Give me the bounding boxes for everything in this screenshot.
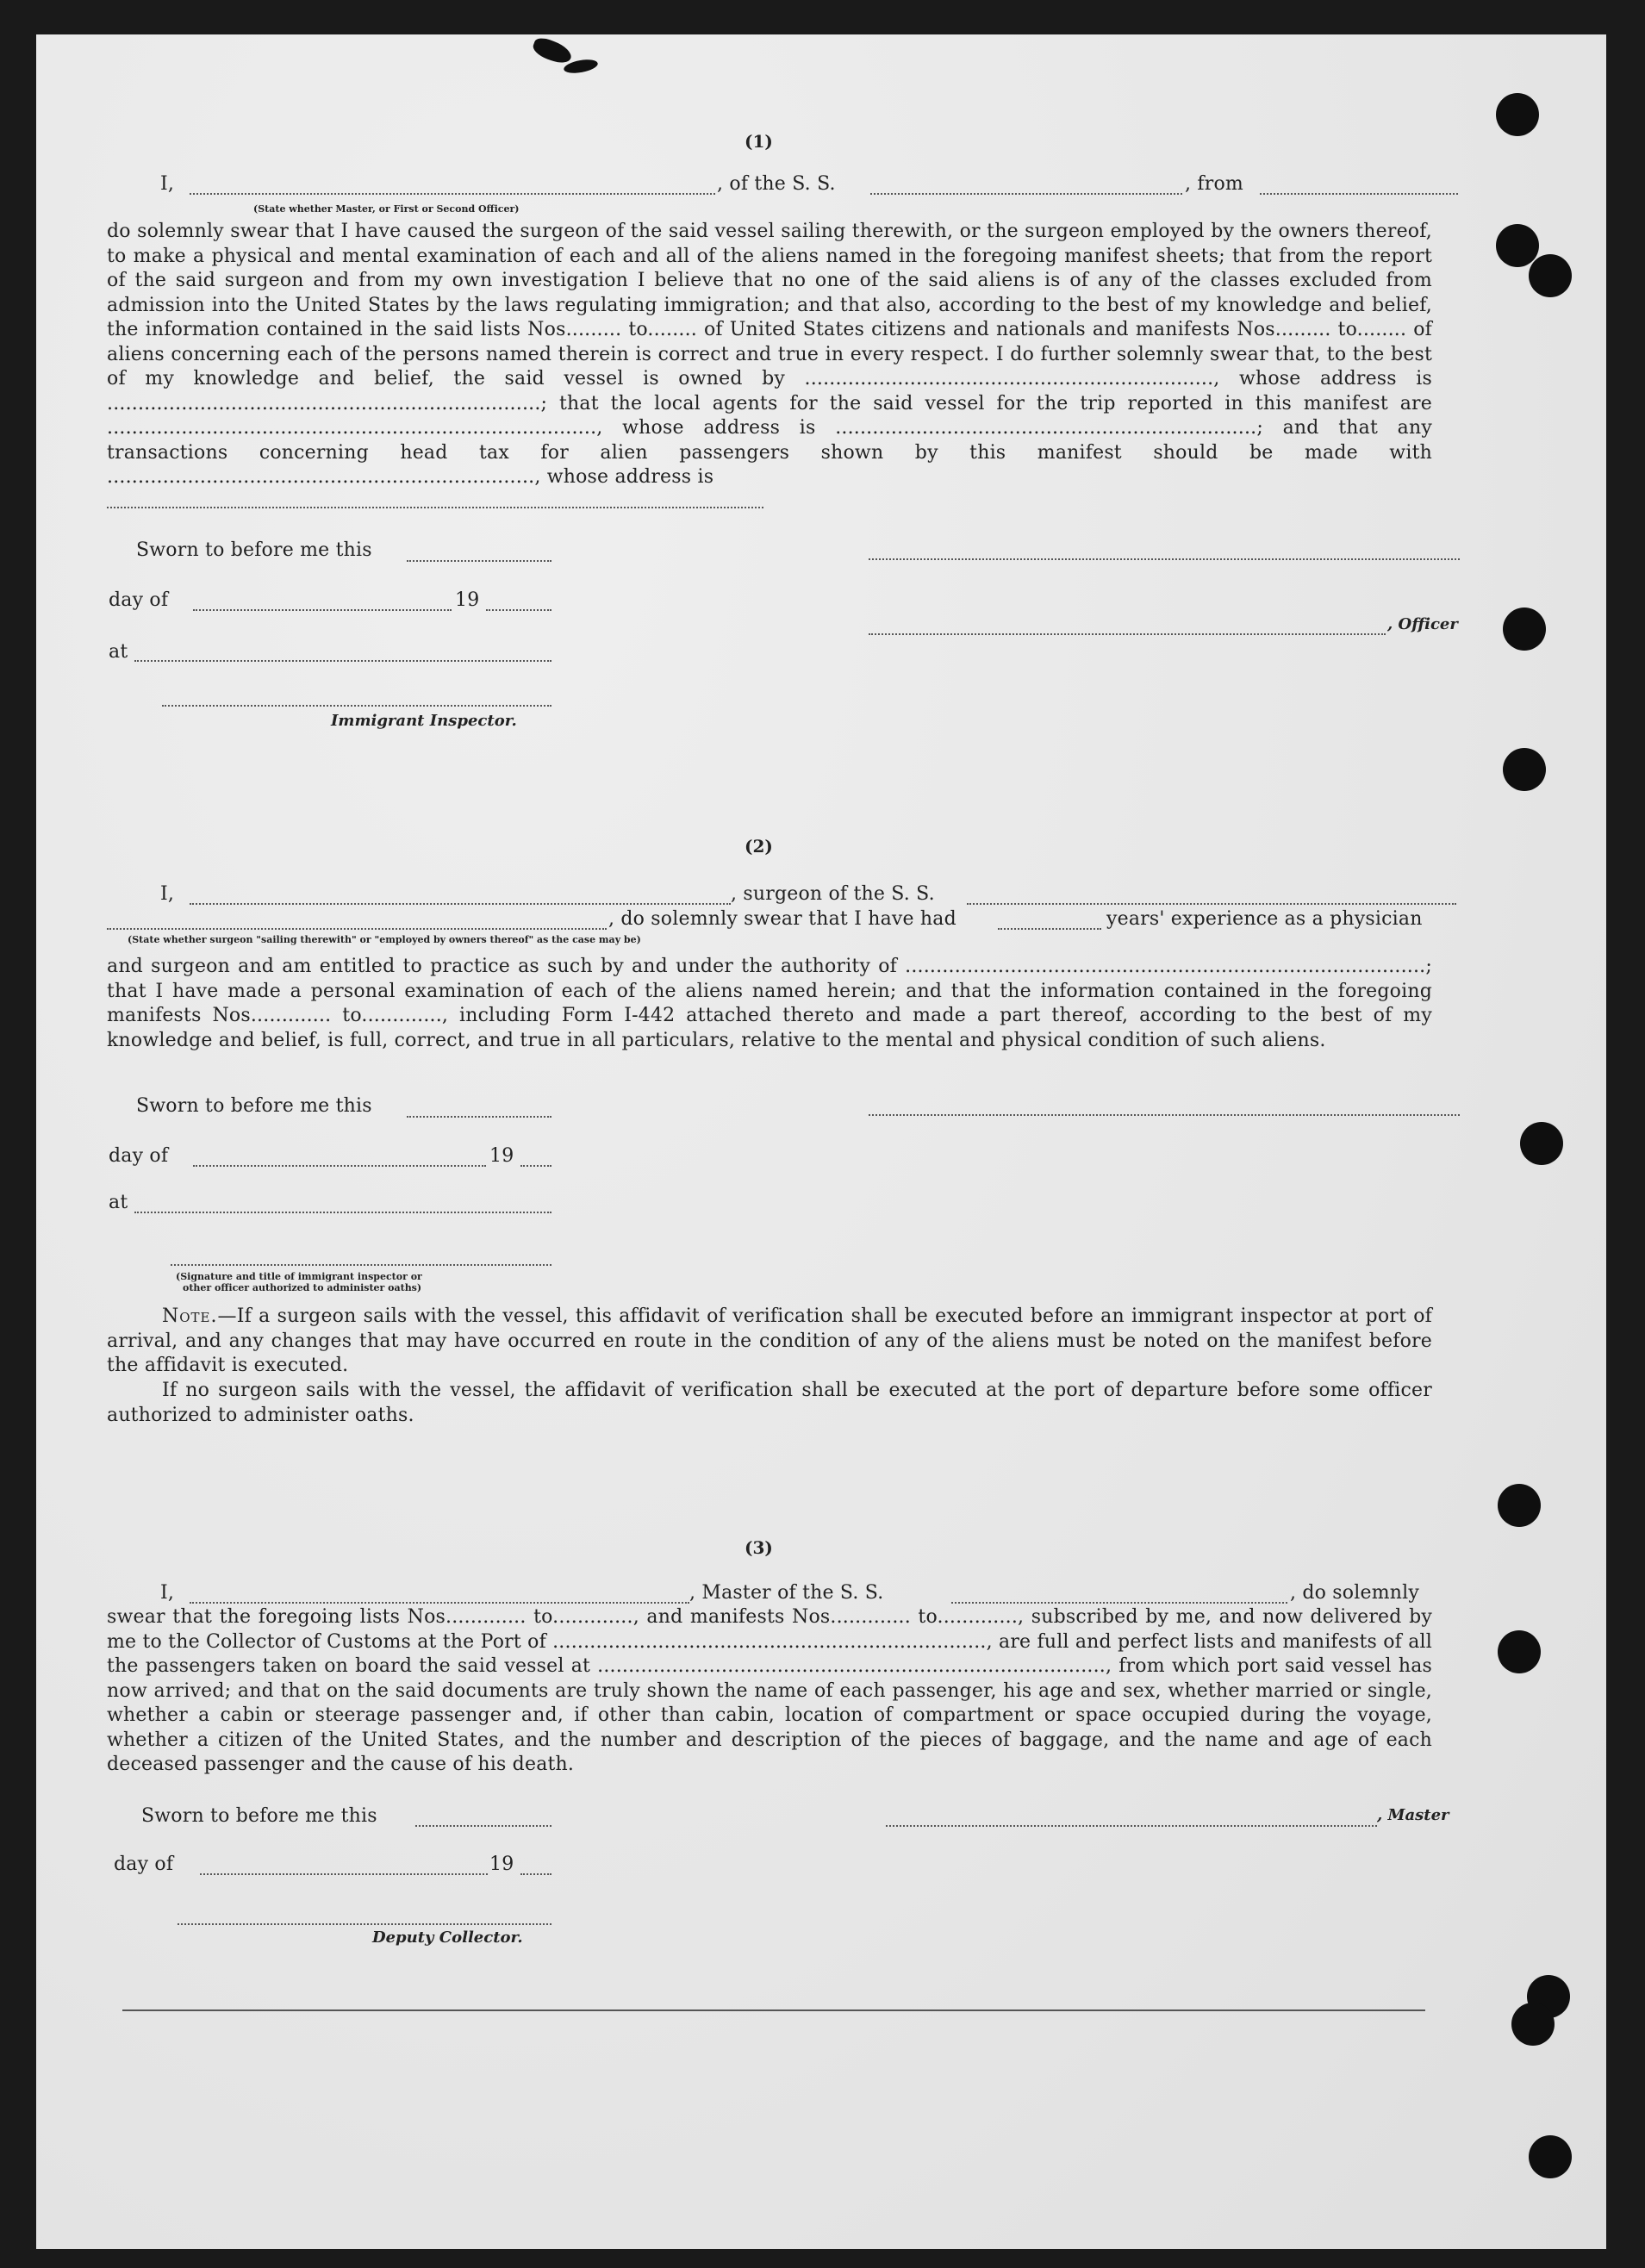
section-2-sworn-blank[interactable] <box>407 1116 551 1118</box>
section-1-from: , from <box>1185 173 1243 195</box>
punch-hole <box>1511 2003 1555 2046</box>
master-signature-blank[interactable] <box>886 1825 1377 1827</box>
punch-hole <box>1496 224 1539 267</box>
punch-hole <box>1503 608 1546 651</box>
surgeon-name-blank[interactable] <box>190 903 731 905</box>
manifest-affidavit-page <box>36 34 1606 2249</box>
master-name-blank[interactable] <box>190 193 715 195</box>
section-1-at-blank[interactable] <box>134 660 551 662</box>
section-3-i: I, <box>160 1582 175 1604</box>
section-2-surgeon-of-ss: , surgeon of the S. S. <box>731 883 935 905</box>
inspector-label: Immigrant Inspector. <box>331 712 517 730</box>
section-1-sworn: Sworn to before me this <box>136 539 372 561</box>
note-text: —If a surgeon sails with the vessel, this affidavit of verification shall be executed before an immigrant inspector at port of arrival, and any changes that may have occurred en route in the condition of any of the aliens must be noted on the manifest before the affidavit is executed. <box>107 1305 1432 1376</box>
section-3-master-name-blank[interactable] <box>190 1602 689 1604</box>
section-2-at-blank[interactable] <box>134 1212 551 1213</box>
officer-signature-blank[interactable] <box>869 633 1386 635</box>
section-3-ship-blank[interactable] <box>951 1602 1287 1604</box>
section-2-years-experience: years' experience as a physician <box>1106 908 1423 930</box>
section-2-officer-signature-blank[interactable] <box>171 1264 551 1266</box>
punch-hole <box>1520 1122 1563 1165</box>
bleed-through-text <box>174 129 186 153</box>
section-1-sworn-blank[interactable] <box>407 560 551 562</box>
section-1-year-blank[interactable] <box>486 609 551 611</box>
section-3-number: (3) <box>745 1537 773 1558</box>
section-3-sworn: Sworn to before me this <box>141 1805 377 1827</box>
surgeon-status-blank[interactable] <box>107 928 607 930</box>
section-3-sworn-blank[interactable] <box>415 1825 551 1827</box>
master-label: , Master <box>1377 1806 1449 1824</box>
note-label: Note. <box>162 1305 218 1327</box>
section-3-day-blank[interactable] <box>200 1873 488 1875</box>
years-experience-blank[interactable] <box>998 928 1101 930</box>
ship-name-blank[interactable] <box>870 193 1182 195</box>
note-paragraph <box>107 1305 1432 1379</box>
from-port-blank[interactable] <box>1260 193 1458 195</box>
note-2-paragraph: If no surgeon sails with the vessel, the affidavit of verification shall be executed at the port of departure before some officer authorized to administer oaths. <box>107 1380 1432 1426</box>
section-2-paragraph: and surgeon and am entitled to practice as such by and under the authority of ....................................................................................; that I have made a personal examination of each of the aliens named herein; and that the information contained in the foregoing manifests Nos............. to............., including Form I-442 attached thereto and made a part thereof, according to the best of my knowledge and belief, is full, correct, and true in all particulars, relative to the mental and physical condition of such aliens. <box>107 956 1432 1051</box>
section-3-do-solemnly: , do solemnly <box>1290 1582 1419 1604</box>
section-2-year-blank[interactable] <box>520 1165 551 1167</box>
section-1-day-of: day of <box>109 589 169 611</box>
punch-hole <box>1503 748 1546 791</box>
punch-hole <box>1498 1484 1541 1527</box>
signature-caption-2: other officer authorized to administer oaths) <box>183 1282 422 1293</box>
section-2-i: I, <box>160 883 175 905</box>
section-2-swear: , do solemnly swear that I have had <box>608 908 956 930</box>
bottom-rule <box>122 2009 1425 2011</box>
section-1-paragraph: do solemnly swear that I have caused the surgeon of the said vessel sailing therewith, or the surgeon employed by the owners thereof, to make a physical and mental examination of each and all of the aliens named in the foregoing manifest sheets; that from the report of the said surgeon and from my own investigation I believe that no one of the said aliens is of any of the classes excluded from admission into the United States by the laws regulating immigration; and that also, according to the best of my knowledge and belief, the information contained in the said lists Nos......... to........ of United States citizens and nationals and manifests Nos......... to........ of aliens concerning each of the persons named therein is correct and true in every respect. I do further solemnly swear that, to the best of my knowledge and belief, the said vessel is owned by .................................................................., whose address is ......................................................................; that the local agents for the said vessel for the trip reported in this manifest are ..............................................................................., whose address is ....................................................................; and that any transactions concerning head tax for alien passengers shown by this manifest should be made with ....................................................................., whose address is <box>107 221 1432 488</box>
section-1-of-ss: , of the S. S. <box>717 173 836 195</box>
section-1-at: at <box>109 641 128 663</box>
deputy-label: Deputy Collector. <box>372 1928 523 1947</box>
section-2-number: (2) <box>745 836 773 857</box>
section-1-year: 19 <box>455 589 480 611</box>
punch-hole <box>1529 2135 1572 2178</box>
punch-hole <box>1498 1630 1541 1673</box>
section-3-day-of: day of <box>114 1854 174 1875</box>
section-3-paragraph: swear that the foregoing lists Nos............. to............., and manifests Nos............. to............., subscribed by me, and now delivered by me to the Collector of Customs at the Port of ......................................................................, are full and perfect lists and manifests of all the passengers taken on board the said vessel at .................................................................................., from which port said vessel has now arrived; and that on the said documents are truly shown the name of each passenger, his age and sex, whether married or single, whether a cabin or steerage passenger and, if other than cabin, location of compartment or space occupied during the voyage, whether a citizen of the United States, and the number and description of the pieces of baggage, and the name and age of each deceased passenger and the cause of his death. <box>107 1606 1432 1775</box>
section-3-master-of-ss: , Master of the S. S. <box>689 1582 884 1604</box>
inspector-signature-blank[interactable] <box>162 705 551 707</box>
section-2-year: 19 <box>489 1145 514 1167</box>
punch-hole <box>1496 93 1539 136</box>
section-3-year-blank[interactable] <box>520 1873 551 1875</box>
surgeon-signature-blank[interactable] <box>869 1114 1460 1116</box>
section-2-ship-blank[interactable] <box>967 903 1456 905</box>
section-1-day-blank[interactable] <box>193 609 452 611</box>
section-2-sworn: Sworn to before me this <box>136 1095 372 1117</box>
signature-caption-1: (Signature and title of immigrant inspector or <box>176 1271 422 1282</box>
deputy-signature-blank[interactable] <box>178 1923 551 1925</box>
head-tax-address-blank[interactable] <box>107 507 763 508</box>
master-caption: (State whether Master, or First or Second Officer) <box>253 203 520 215</box>
ink-blot <box>531 35 575 66</box>
section-1-i: I, <box>160 173 175 195</box>
punch-hole <box>1529 254 1572 297</box>
section-2-at: at <box>109 1192 128 1213</box>
section-1-number: (1) <box>745 131 773 152</box>
officer-label: , Officer <box>1387 615 1458 633</box>
section-2-day-of: day of <box>109 1145 169 1167</box>
section-1-signature-blank[interactable] <box>869 558 1460 560</box>
surgeon-caption: (State whether surgeon "sailing therewith" or "employed by owners thereof" as the case may be) <box>128 934 641 945</box>
section-3-year: 19 <box>489 1854 514 1875</box>
section-2-day-blank[interactable] <box>193 1165 486 1167</box>
